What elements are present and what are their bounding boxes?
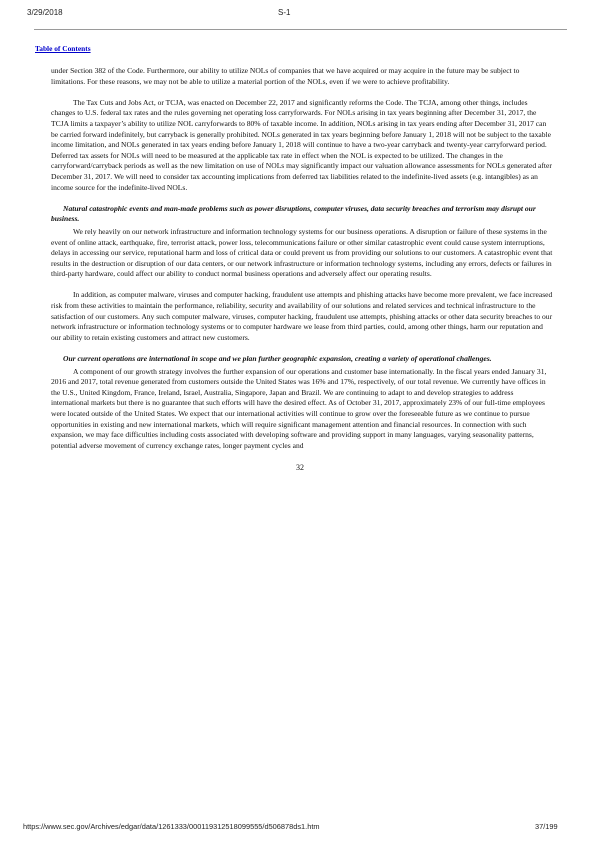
- paragraph-growth-strategy: A component of our growth strategy involves the further expansion of our operations and customer base internationally. In the fiscal years ended January 31, 2016 and 2017, total revenue generated from customers outside the United States was 16% and 17%, respectively, of our total revenue. We currently have offices in the U.S., United Kingdom, France, Ireland, Israel, Australia, Singapore, Japan and Brazil. We are continuing to adapt to and develop strategies to address international markets but there is no guarantee that such efforts will have the desired effect. As of October 31, 2017, approximately 23% of our full-time employees were located outside of the United States. We expect that our international activities will continue to grow over the foreseeable future as we continue to pursue opportunities in existing and new international markets, which will require significant management attention and financial resources. In connection with such expansion, we may face difficulties including costs associated with developing software and providing support in many languages, varying seasonality patterns, potential adverse movement of currency exchange rates, longer payment cycles and: [51, 366, 547, 450]
- print-date: 3/29/2018: [27, 8, 63, 17]
- table-of-contents-link[interactable]: Table of Contents: [35, 44, 91, 53]
- risk-heading-international-operations: Our current operations are international in scope and we plan further geographic expansion, creating a variety of operational challenges.: [63, 354, 492, 364]
- document-title: S-1: [278, 8, 291, 17]
- paragraph-malware-risk: In addition, as computer malware, viruses and computer hacking, fraudulent use attempts and phishing attacks have become more prevalent, we face increased risk from these activities to maintain the performance, reliability, security and availability of our solutions and related services and technical infrastructure to the satisfaction of our customers. Any such computer malware, viruses, computer hacking, fraudulent use attempts, phishing attacks or other data security breaches to our network infrastructure or information technology systems or to computer hardware we lease from third parties, could, among other things, harm our reputation and our ability to retain existing customers and attract new customers.: [51, 290, 553, 342]
- risk-heading-catastrophic-events: Natural catastrophic events and man-made problems such as power disruptions, computer viruses, data security breaches and terrorism may disrupt our business.: [51, 203, 536, 224]
- page-number: 32: [296, 463, 304, 472]
- footer-page-count: 37/199: [535, 822, 558, 831]
- header-divider: [34, 29, 567, 30]
- paragraph-network-infrastructure: We rely heavily on our network infrastructure and information technology systems for our business operations. A disruption or failure of these systems in the event of online attack, earthquake, fire, terrorist attack, power loss, telecommunications failure or other similar catastrophic event could cause system interruptions, delays in accessing our service, reputational harm and loss of critical data or could prevent us from providing our solutions to our customers. A catastrophic event that results in the destruction or disruption of our data centers, or our network infrastructure or information technology systems, including any errors, defects or failures in third-party hardware, could affect our ability to conduct normal business operations and adversely affect our operating results.: [51, 226, 553, 279]
- document-body: [51, 66, 553, 451]
- footer-url: https://www.sec.gov/Archives/edgar/data/1261333/000119312518099555/d506878ds1.htm: [23, 822, 320, 831]
- paragraph-tcja: The Tax Cuts and Jobs Act, or TCJA, was enacted on December 22, 2017 and significantly reforms the Code. The TCJA, among other things, includes changes to U.S. federal tax rates and the rules governing net operating loss carryforwards. For NOLs arising in tax years beginning after December 31, 2017, the TCJA limits a taxpayer’s ability to utilize NOL carryforwards to 80% of taxable income. In addition, NOLs arising in tax years ending after December 31, 2017 can be carried forward indefinitely, but carryback is generally prohibited. NOLs generated in tax years beginning before January 1, 2018 will not be subject to the taxable income limitation, and NOLs generated in tax years ending before January 1, 2018 will continue to have a two-year carryback and twenty-year carryforward period. Deferred tax assets for NOLs will need to be measured at the applicable tax rate in effect when the NOL is expected to be utilized. The changes in the carryforward/carryback periods as well as the new limitation on use of NOLs may significantly impact our valuation allowance assessments for NOLs generated after December 31, 2017. We will need to consider tax accounting implications from deferred tax liabilities related to the indefinite-lived assets (e.g. intangibles) as an income source for the indefinite-lived NOLs.: [51, 97, 552, 192]
- paragraph-continuation: under Section 382 of the Code. Furthermore, our ability to utilize NOLs of companies that we have acquired or may acquire in the future may be subject to limitations. For these reasons, we may not be able to utilize a material portion of the NOLs, even if we were to achieve profitability.: [51, 66, 520, 86]
